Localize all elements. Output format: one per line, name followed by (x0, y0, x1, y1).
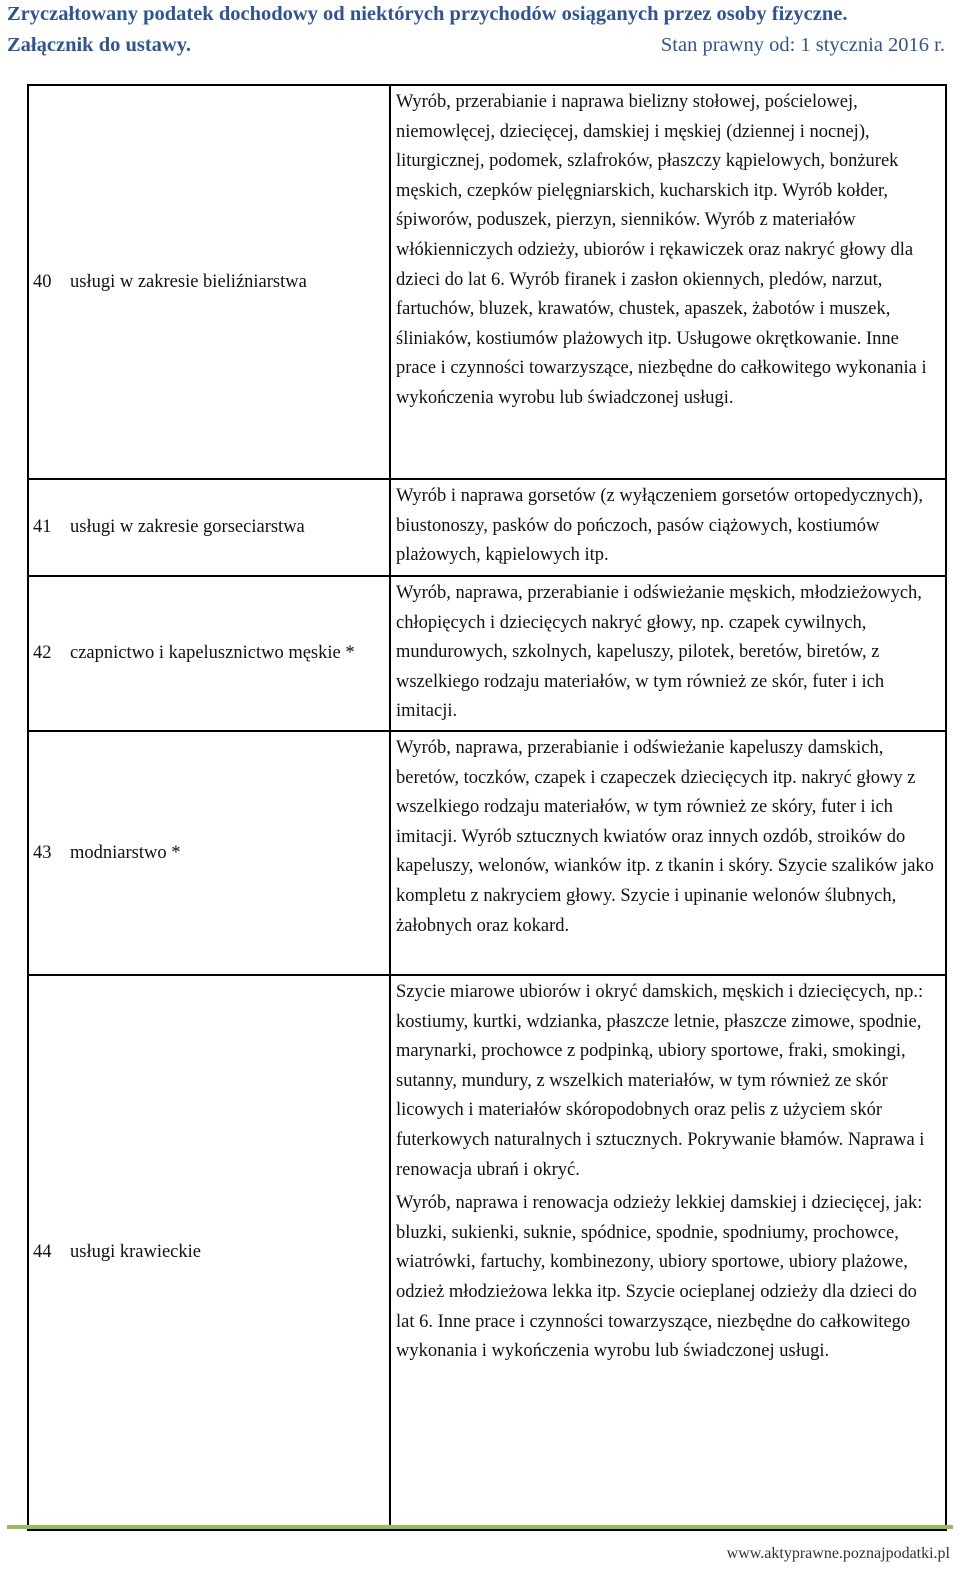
description-paragraph: Wyrób, przerabianie i naprawa bielizny stołowej, pościelowej, niemowlęcej, dziecięcej, damskiej i męskiej (dziennej i nocnej), liturgicznej, podomek, szlafroków, płaszczy kąpielowych, bonżurek męskich, czepków pielęgniarskich, kucharskich itp. Wyrób kołder, śpiworów, poduszek, pierzyn, sienników. Wyrób z materiałów włókienniczych odzieży, ubiorów i rękawiczek oraz nakryć głowy dla dzieci do lat 6. Wyrób firanek i zasłon okiennych, pledów, narzut, fartuchów, bluzek, krawatów, chustek, apaszek, żabotów i muszek, śliniaków, kostiumów plażowych itp. Usługowe okrętkowanie. Inne prace i czynności towarzyszące, niezbędne do całkowitego wykonania i wykończenia wyrobu lub świadczonej usługi. (396, 92, 927, 408)
service-description (390, 479, 946, 576)
table-row (28, 576, 946, 731)
document-subheader (7, 33, 953, 57)
table-row (28, 85, 946, 479)
row-number: 42 (28, 576, 70, 731)
description-paragraph: Wyrób, naprawa, przerabianie i odświeżanie kapeluszy damskich, beretów, toczków, czapek i czapeczek dziecięcych itp. nakryć głowy z wszelkiego rodzaju materiałów, w tym również ze skóry, futer i ich imitacji. Wyrób sztucznych kwiatów oraz innych ozdób, stroików do kapeluszy, welonów, wianków itp. z tkanin i skóry. Szycie szalików jako kompletu z nakryciem głowy. Szycie i upinanie welonów ślubnych, żałobnych oraz kokard. (396, 738, 934, 936)
description-paragraph: Wyrób, naprawa, przerabianie i odświeżanie męskich, młodzieżowych, chłopięcych i dziecięcych nakryć głowy, np. czapek cywilnych, mundurowych, szkolnych, kapeluszy, pilotek, beretów, biretów, z wszelkiego rodzaju materiałów, w tym również ze skór, futer i ich imitacji. (396, 583, 922, 722)
services-table (27, 84, 947, 1531)
document-title: Zryczałtowany podatek dochodowy od niektórych przychodów osiąganych przez osoby fizyczne. (7, 3, 848, 25)
document-subtitle: Załącznik do ustawy. (7, 34, 191, 56)
row-number: 41 (28, 479, 70, 576)
description-paragraph: Wyrób, naprawa i renowacja odzieży lekkiej damskiej i dziecięcej, jak: bluzki, sukienki, suknie, spódnice, spodnie, spodniumy, prochowce, wiatrówki, fartuchy, kombinezony, ubiory sportowe, ubiory plażowe, odzież młodzieżowa lekka itp. Szycie ocieplanej odzieży dla dzieci do lat 6. Inne prace i czynności towarzyszące, niezbędne do całkowitego wykonania i wykończenia wyrobu lub świadczonej usługi. (396, 1193, 923, 1362)
footer-url: www.aktyprawne.poznajpodatki.pl (726, 1545, 950, 1562)
legal-state-date: Stan prawny od: 1 stycznia 2016 r. (660, 34, 945, 56)
service-name: usługi w zakresie gorseciarstwa (70, 479, 390, 576)
row-number: 40 (28, 85, 70, 479)
row-number: 43 (28, 731, 70, 975)
service-description (390, 85, 946, 479)
footer-divider (7, 1525, 953, 1529)
table-row (28, 479, 946, 576)
service-description (390, 731, 946, 975)
service-name: modniarstwo * (70, 731, 390, 975)
description-paragraph: Wyrób i naprawa gorsetów (z wyłączeniem gorsetów ortopedycznych), biustonoszy, pasków do pończoch, pasów ciążowych, kostiumów plażowych, kąpielowych itp. (396, 486, 923, 566)
row-number: 44 (28, 975, 70, 1530)
service-name: usługi krawieckie (70, 975, 390, 1530)
service-description (390, 975, 946, 1530)
description-paragraph: Szycie miarowe ubiorów i okryć damskich, męskich i dziecięcych, np.: kostiumy, kurtki, wdzianka, płaszcze letnie, płaszcze zimowe, spodnie, marynarki, prochowce z podpinką, ubiory sportowe, fraki, smokingi, sutanny, mundury, z wszelkich materiałów, w tym również ze skór licowych i materiałów skóropodobnych oraz pelis z użyciem skór futerkowych naturalnych i sztucznych. Pokrywanie błamów. Naprawa i renowacja ubrań i okryć. (396, 982, 925, 1180)
service-name: usługi w zakresie bieliźniarstwa (70, 85, 390, 479)
service-name: czapnictwo i kapelusznictwo męskie * (70, 576, 390, 731)
service-description (390, 576, 946, 731)
table-row (28, 731, 946, 975)
table-row (28, 975, 946, 1530)
